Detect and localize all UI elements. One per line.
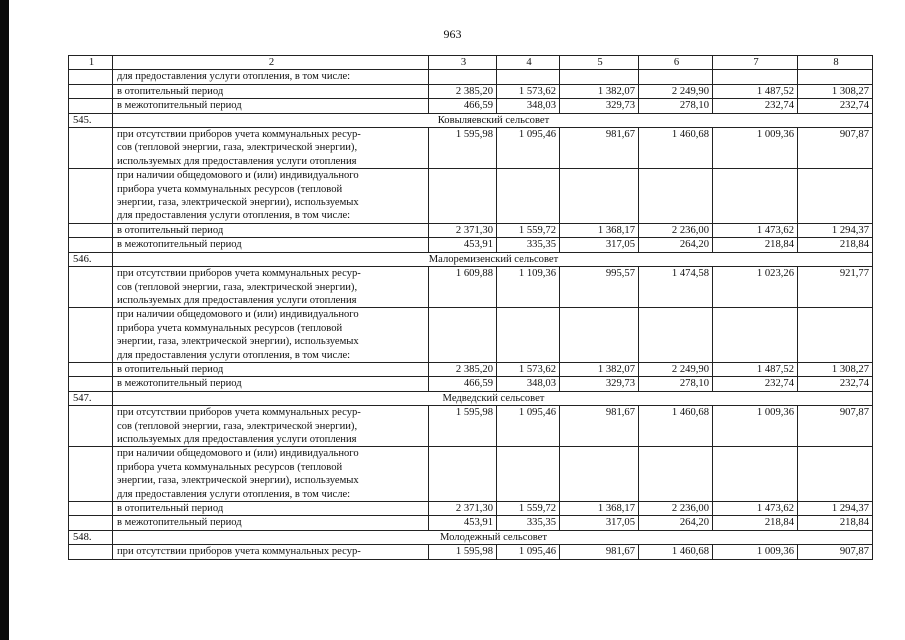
value-cell: 995,57 (560, 267, 639, 308)
value-cell: 1 460,68 (639, 128, 713, 169)
value-cell: 1 009,36 (713, 128, 798, 169)
row-label: при наличии общедомового и (или) индивидуального прибора учета коммунальных ресурсов (тепловой энергии, газа, электрической энергии), используемых для предоставления услуги отопления, в том числе: (113, 169, 429, 224)
value-cell: 1 559,72 (497, 502, 560, 516)
row-number: 547. (69, 391, 113, 405)
value-cell: 1 609,88 (429, 267, 497, 308)
column-number-5: 5 (560, 56, 639, 70)
value-cell (429, 169, 497, 224)
table-row (69, 84, 873, 98)
value-cell (497, 447, 560, 502)
value-cell: 981,67 (560, 406, 639, 447)
value-cell: 466,59 (429, 99, 497, 113)
value-cell: 1 474,58 (639, 267, 713, 308)
value-cell: 907,87 (798, 128, 873, 169)
municipality-title: Медведский сельсовет (113, 391, 873, 405)
table-row (69, 238, 873, 252)
value-cell: 1 460,68 (639, 545, 713, 559)
value-cell: 981,67 (560, 545, 639, 559)
row-number-cell (69, 545, 113, 559)
value-cell: 232,74 (713, 377, 798, 391)
value-cell (713, 308, 798, 363)
row-number: 545. (69, 113, 113, 127)
value-cell: 907,87 (798, 406, 873, 447)
value-cell: 1 095,46 (497, 406, 560, 447)
value-cell: 1 308,27 (798, 362, 873, 376)
table-row (69, 223, 873, 237)
value-cell: 2 385,20 (429, 84, 497, 98)
value-cell: 2 236,00 (639, 223, 713, 237)
page-number: 963 (443, 27, 462, 41)
value-cell: 1 023,26 (713, 267, 798, 308)
row-label: при отсутствии приборов учета коммунальных ресур- сов (тепловой энергии, газа, электрической энергии), используемых для предоставления услуги отопления (113, 267, 429, 308)
value-cell: 1 573,62 (497, 84, 560, 98)
value-cell (798, 169, 873, 224)
value-cell: 1 095,46 (497, 128, 560, 169)
municipality-title: Молодежный сельсовет (113, 530, 873, 544)
value-cell (497, 70, 560, 84)
value-cell (713, 169, 798, 224)
column-number-row (69, 56, 873, 70)
value-cell: 2 249,90 (639, 84, 713, 98)
row-label: при отсутствии приборов учета коммунальных ресур- сов (тепловой энергии, газа, электрической энергии), используемых для предоставления услуги отопления (113, 128, 429, 169)
value-cell: 1 294,37 (798, 502, 873, 516)
value-cell: 232,74 (798, 377, 873, 391)
table-row (69, 447, 873, 502)
value-cell: 264,20 (639, 238, 713, 252)
value-cell (798, 308, 873, 363)
column-number-6: 6 (639, 56, 713, 70)
value-cell: 278,10 (639, 99, 713, 113)
value-cell: 1 473,62 (713, 502, 798, 516)
value-cell: 453,91 (429, 238, 497, 252)
value-cell: 1 308,27 (798, 84, 873, 98)
value-cell: 1 095,46 (497, 545, 560, 559)
value-cell: 2 385,20 (429, 362, 497, 376)
value-cell: 264,20 (639, 516, 713, 530)
table-row (69, 377, 873, 391)
table-row (69, 545, 873, 559)
row-number-cell (69, 362, 113, 376)
municipality-row (69, 391, 873, 405)
row-number: 548. (69, 530, 113, 544)
value-cell: 329,73 (560, 377, 639, 391)
row-number-cell (69, 223, 113, 237)
row-number-cell (69, 447, 113, 502)
column-number-4: 4 (497, 56, 560, 70)
value-cell (429, 70, 497, 84)
row-label: для предоставления услуги отопления, в том числе: (113, 70, 429, 84)
row-number-cell (69, 502, 113, 516)
value-cell (713, 447, 798, 502)
value-cell (497, 169, 560, 224)
value-cell: 218,84 (713, 238, 798, 252)
value-cell (429, 308, 497, 363)
row-number-cell (69, 99, 113, 113)
value-cell (497, 308, 560, 363)
value-cell: 1 487,52 (713, 362, 798, 376)
row-label: при наличии общедомового и (или) индивидуального прибора учета коммунальных ресурсов (тепловой энергии, газа, электрической энергии), используемых для предоставления услуги отопления, в том числе: (113, 308, 429, 363)
value-cell: 1 460,68 (639, 406, 713, 447)
row-number-cell (69, 267, 113, 308)
value-cell: 1 368,17 (560, 502, 639, 516)
row-label: в межотопительный период (113, 377, 429, 391)
table-row (69, 502, 873, 516)
value-cell: 981,67 (560, 128, 639, 169)
value-cell: 348,03 (497, 99, 560, 113)
column-number-1: 1 (69, 56, 113, 70)
value-cell: 218,84 (713, 516, 798, 530)
value-cell: 232,74 (798, 99, 873, 113)
value-cell (560, 447, 639, 502)
value-cell (639, 308, 713, 363)
table-row (69, 70, 873, 84)
value-cell: 232,74 (713, 99, 798, 113)
column-number-8: 8 (798, 56, 873, 70)
value-cell: 1 473,62 (713, 223, 798, 237)
row-number-cell (69, 169, 113, 224)
row-label: в межотопительный период (113, 238, 429, 252)
row-number-cell (69, 406, 113, 447)
value-cell: 2 371,30 (429, 502, 497, 516)
table-row (69, 308, 873, 363)
table-row (69, 169, 873, 224)
value-cell: 1 559,72 (497, 223, 560, 237)
value-cell: 218,84 (798, 238, 873, 252)
value-cell: 1 487,52 (713, 84, 798, 98)
row-label: при отсутствии приборов учета коммунальных ресур- сов (тепловой энергии, газа, электрической энергии), используемых для предоставления услуги отопления (113, 406, 429, 447)
value-cell: 1 009,36 (713, 545, 798, 559)
column-number-7: 7 (713, 56, 798, 70)
value-cell: 1 294,37 (798, 223, 873, 237)
row-number-cell (69, 128, 113, 169)
value-cell (560, 70, 639, 84)
table-row (69, 128, 873, 169)
scan-edge (0, 0, 9, 640)
value-cell: 2 249,90 (639, 362, 713, 376)
value-cell: 278,10 (639, 377, 713, 391)
municipality-title: Малоремизенский сельсовет (113, 252, 873, 266)
table-row (69, 362, 873, 376)
row-label: в отопительный период (113, 223, 429, 237)
table-row (69, 406, 873, 447)
municipality-row (69, 252, 873, 266)
value-cell: 1 595,98 (429, 406, 497, 447)
value-cell: 1 595,98 (429, 545, 497, 559)
row-number-cell (69, 84, 113, 98)
municipality-row (69, 113, 873, 127)
value-cell: 348,03 (497, 377, 560, 391)
row-number-cell (69, 308, 113, 363)
value-cell: 453,91 (429, 516, 497, 530)
value-cell: 466,59 (429, 377, 497, 391)
value-cell: 335,35 (497, 516, 560, 530)
value-cell: 335,35 (497, 238, 560, 252)
table-body (69, 56, 873, 560)
value-cell: 317,05 (560, 516, 639, 530)
column-number-3: 3 (429, 56, 497, 70)
value-cell (560, 169, 639, 224)
value-cell: 907,87 (798, 545, 873, 559)
value-cell: 1 573,62 (497, 362, 560, 376)
value-cell (560, 308, 639, 363)
value-cell (639, 169, 713, 224)
row-number-cell (69, 377, 113, 391)
value-cell: 921,77 (798, 267, 873, 308)
value-cell: 1 595,98 (429, 128, 497, 169)
row-label: в отопительный период (113, 84, 429, 98)
value-cell (639, 447, 713, 502)
municipality-row (69, 530, 873, 544)
value-cell (429, 447, 497, 502)
value-cell: 218,84 (798, 516, 873, 530)
column-number-2: 2 (113, 56, 429, 70)
table-row (69, 99, 873, 113)
row-label: в межотопительный период (113, 99, 429, 113)
row-label: при отсутствии приборов учета коммунальных ресур- (113, 545, 429, 559)
tariff-table (68, 55, 873, 560)
value-cell: 317,05 (560, 238, 639, 252)
value-cell: 1 382,07 (560, 362, 639, 376)
row-number-cell (69, 70, 113, 84)
value-cell: 1 009,36 (713, 406, 798, 447)
table-row (69, 516, 873, 530)
value-cell (713, 70, 798, 84)
row-label: в отопительный период (113, 362, 429, 376)
value-cell: 2 371,30 (429, 223, 497, 237)
row-label: в отопительный период (113, 502, 429, 516)
value-cell: 2 236,00 (639, 502, 713, 516)
value-cell: 329,73 (560, 99, 639, 113)
value-cell (798, 70, 873, 84)
municipality-title: Ковыляевский сельсовет (113, 113, 873, 127)
row-number: 546. (69, 252, 113, 266)
row-number-cell (69, 516, 113, 530)
value-cell: 1 109,36 (497, 267, 560, 308)
value-cell (639, 70, 713, 84)
value-cell: 1 368,17 (560, 223, 639, 237)
row-label: в межотопительный период (113, 516, 429, 530)
value-cell: 1 382,07 (560, 84, 639, 98)
row-number-cell (69, 238, 113, 252)
value-cell (798, 447, 873, 502)
table-row (69, 267, 873, 308)
row-label: при наличии общедомового и (или) индивидуального прибора учета коммунальных ресурсов (тепловой энергии, газа, электрической энергии), используемых для предоставления услуги отопления, в том числе: (113, 447, 429, 502)
